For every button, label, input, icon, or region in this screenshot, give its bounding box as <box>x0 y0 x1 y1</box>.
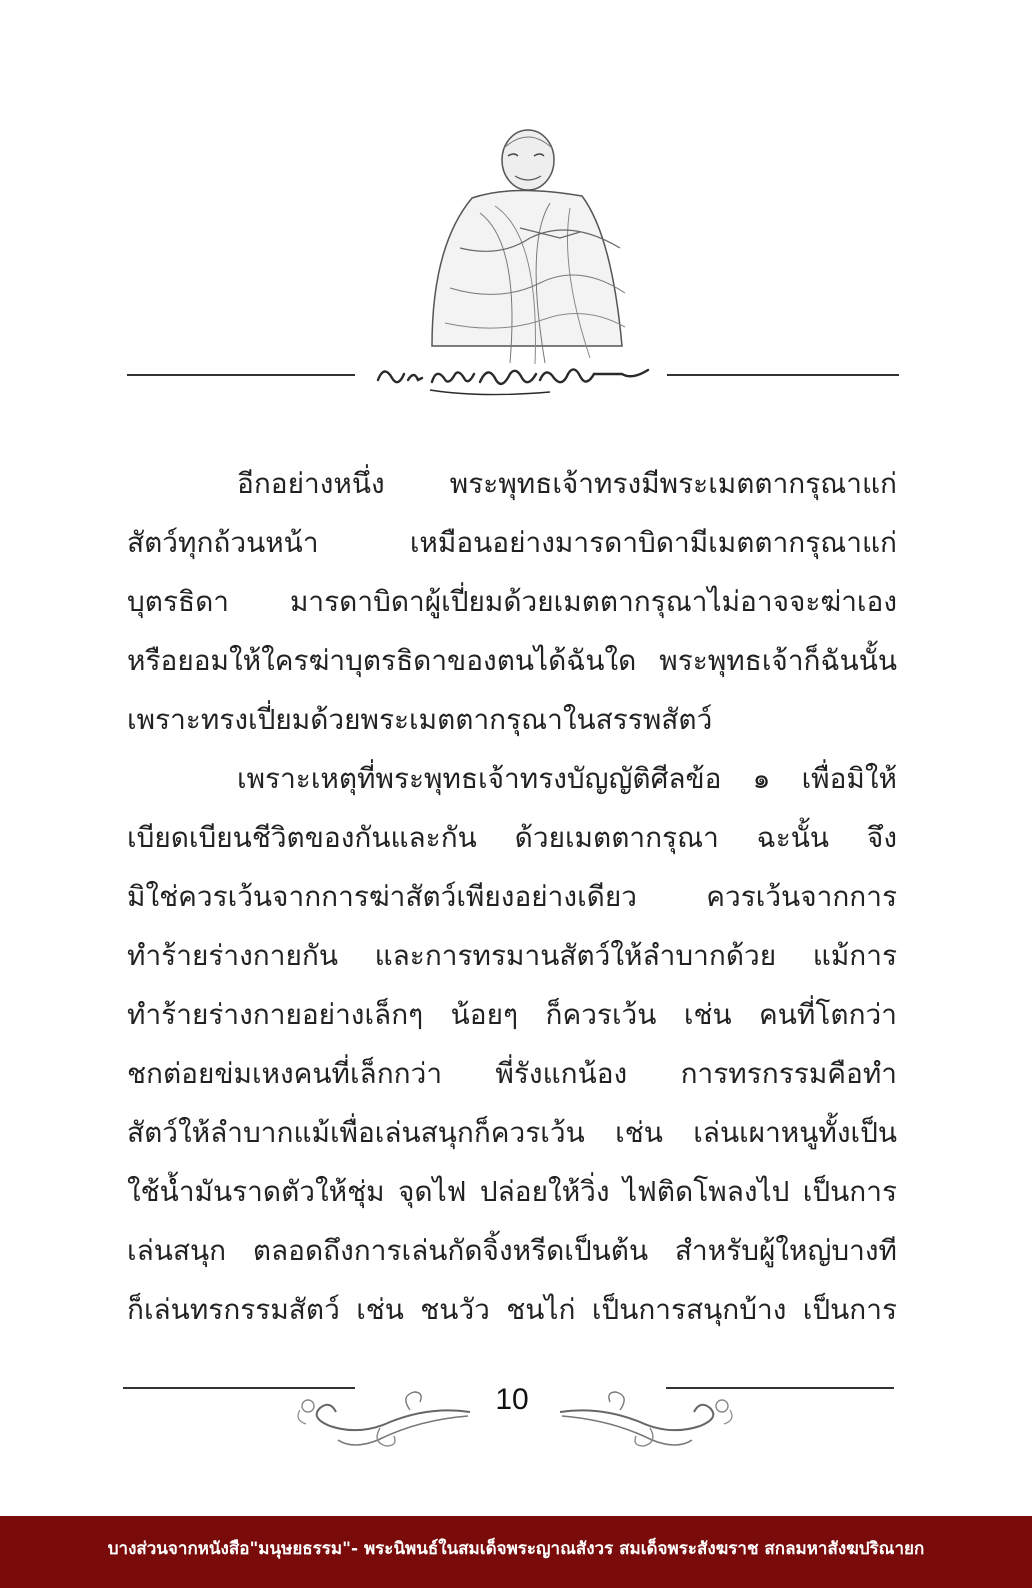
text-line: ชกต่อยข่มเหงคนที่เล็กกว่า พี่รังแกน้อง การทรกรรมคือทำ <box>127 1057 897 1090</box>
text-line: หรือยอมให้ใครฆ่าบุตรธิดาของตนได้ฉันใด พระพุทธเจ้าก็ฉันนั้น <box>127 644 897 677</box>
text-line: ทำร้ายร่างกายอย่างเล็กๆ น้อยๆ ก็ควรเว้น เช่น คนที่โตกว่า <box>127 998 897 1031</box>
monk-portrait-sketch <box>400 118 640 368</box>
text-line: ก็เล่นทรกรรมสัตว์ เช่น ชนวัว ชนไก่ เป็นการสนุกบ้าง เป็นการ <box>127 1293 897 1326</box>
text-line: เล่นสนุก ตลอดถึงการเล่นกัดจิ้งหรีดเป็นต้น สำหรับผู้ใหญ่บางที <box>127 1234 897 1267</box>
signature-image <box>370 350 660 400</box>
text-line: เพราะเหตุที่พระพุทธเจ้าทรงบัญญัติศีลข้อ ๑ เพื่อมิให้ <box>237 762 897 795</box>
text-line: เพราะทรงเปี่ยมด้วยพระเมตตากรุณาในสรรพสัตว์ <box>127 703 713 736</box>
text-line: สัตว์ทุกถ้วนหน้า เหมือนอย่างมารดาบิดามีเมตตากรุณาแก่ <box>127 526 897 559</box>
text-line: ทำร้ายร่างกายกัน และการทรมานสัตว์ให้ลำบากด้วย แม้การ <box>127 939 897 972</box>
text-line: สัตว์ให้ลำบากแม้เพื่อเล่นสนุกก็ควรเว้น เช่น เล่นเผาหนูทั้งเป็น <box>127 1116 897 1149</box>
text-line: ใช้น้ำมันราดตัวให้ชุ่ม จุดไฟ ปล่อยให้วิ่ง ไฟติดโพลงไป เป็นการ <box>127 1175 897 1208</box>
text-line: อีกอย่างหนึ่ง พระพุทธเจ้าทรงมีพระเมตตากรุณาแก่ <box>237 467 897 500</box>
page-number: 10 <box>495 1383 529 1416</box>
text-line: มิใช่ควรเว้นจากการฆ่าสัตว์เพียงอย่างเดียว ควรเว้นจากการ <box>127 880 897 913</box>
text-line: เบียดเบียนชีวิตของกันและกัน ด้วยเมตตากรุณา ฉะนั้น จึง <box>127 821 897 854</box>
top-left-divider <box>127 374 355 376</box>
footer-caption: บางส่วนจากหนังสือ"มนุษยธรรม"- พระนิพนธ์ในสมเด็จพระญาณสังวร สมเด็จพระสังฆราช สกลมหาสังฆปริณายก <box>107 1539 925 1559</box>
text-line: บุตรธิดา มารดาบิดาผู้เปี่ยมด้วยเมตตากรุณาไม่อาจจะฆ่าเอง <box>127 585 897 618</box>
top-right-divider <box>667 374 899 376</box>
body-text <box>127 454 897 1339</box>
